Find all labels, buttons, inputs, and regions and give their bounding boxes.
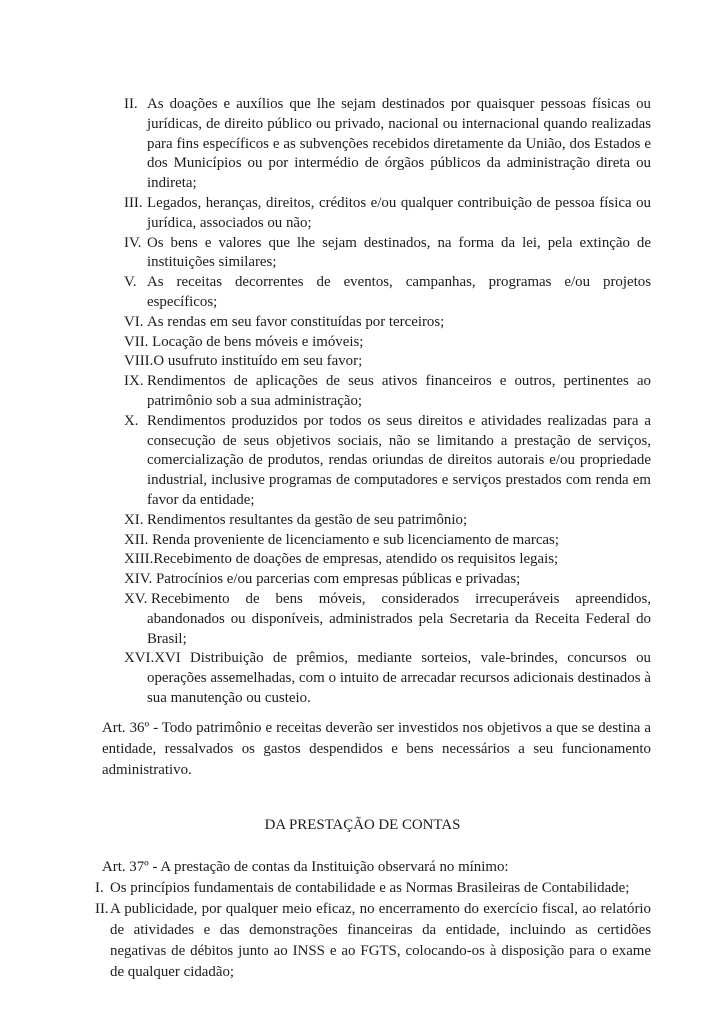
item-text: XVI Distribuição de prêmios, mediante sorteios, vale-brindes, concursos ou operações assemelhadas, com o intuito de arrecadar recursos adicionais destinados à sua manutenção ou custeio. <box>147 650 651 706</box>
item-text: Patrocínios e/ou parcerias com empresas públicas e privadas; <box>156 571 521 588</box>
article-36-paragraph: Art. 36º - Todo patrimônio e receitas deverão ser investidos nos objetivos a que se destina a entidade, ressalvados os gastos despendidos e bens necessários a seu funcionamento administrativo. <box>102 719 651 778</box>
list-item <box>95 899 651 983</box>
item-text: Legados, heranças, direitos, créditos e/ou qualquer contribuição de pessoa física ou jurídica, associados ou não; <box>147 194 651 231</box>
list-item <box>124 372 651 412</box>
list-item <box>124 333 651 353</box>
list-item <box>95 878 651 899</box>
list-item <box>124 531 651 551</box>
item-text: Recebimento de doações de empresas, atendido os requisitos legais; <box>153 551 559 568</box>
secondary-roman-list <box>95 878 651 983</box>
list-item <box>124 95 651 194</box>
list-item <box>124 590 651 649</box>
item-text: As rendas em seu favor constituídas por terceiros; <box>147 313 445 330</box>
list-item <box>124 194 651 234</box>
item-numeral: IV. <box>124 234 142 251</box>
item-text: Rendimentos produzidos por todos os seus direitos e atividades realizadas para a consecução de seus objetivos sociais, não se limitando a prestação de serviços, comercialização de produtos, rendas oriundas de direitos autorais e/ou propriedade industrial, inclusive programas de computadores e serviços prestados com renda em favor da entidade; <box>147 412 651 508</box>
list-item <box>124 412 651 511</box>
list-item <box>124 649 651 708</box>
item-numeral: VIII. <box>124 353 154 370</box>
list-item <box>124 313 651 333</box>
item-numeral: VII. <box>124 333 153 350</box>
item-text: Rendimentos resultantes da gestão de seu patrimônio; <box>147 511 468 528</box>
article-37-paragraph: Art. 37º - A prestação de contas da Instituição observará no mínimo: <box>102 858 509 875</box>
item-numeral: VI. <box>124 313 144 330</box>
item-text: A publicidade, por qualquer meio eficaz, no encerramento do exercício fiscal, ao relatório de atividades e das demonstrações financeiras da entidade, incluindo as certidões negativas de débitos junto ao INSS e ao FGTS, colocando-os à disposição para o exame de qualquer cidadão; <box>110 900 651 980</box>
main-roman-list <box>124 95 651 709</box>
item-text: Renda proveniente de licenciamento e sub licenciamento de marcas; <box>152 531 559 548</box>
item-numeral: II. <box>124 96 138 112</box>
section-heading: DA PRESTAÇÃO DE CONTAS <box>264 816 461 833</box>
list-item <box>124 352 651 372</box>
list-item <box>124 550 651 570</box>
item-numeral: III. <box>124 194 143 211</box>
item-numeral: X. <box>124 412 139 429</box>
item-numeral: XII. <box>124 531 153 548</box>
item-numeral: XI. <box>124 511 144 528</box>
item-numeral: XVI. <box>124 650 155 667</box>
list-item <box>124 511 651 531</box>
item-numeral: V. <box>124 274 137 291</box>
list-item <box>124 273 651 313</box>
item-text: Rendimentos de aplicações de seus ativos financeiros e outros, pertinentes ao patrimônio sob a sua administração; <box>147 373 651 409</box>
item-text: Os princípios fundamentais de contabilidade e as Normas Brasileiras de Contabilidade; <box>110 879 630 896</box>
item-text: O usufruto instituído em seu favor; <box>153 353 363 370</box>
item-numeral: XIV. <box>124 571 156 588</box>
item-text: Os bens e valores que lhe sejam destinados, na forma da lei, pela extinção de instituições similares; <box>147 234 651 271</box>
item-text: As receitas decorrentes de eventos, campanhas, programas e/ou projetos específicos; <box>147 274 651 310</box>
item-numeral: II. <box>95 900 109 917</box>
item-numeral: I. <box>95 879 104 896</box>
list-item <box>124 234 651 274</box>
item-numeral: XIII. <box>124 551 154 568</box>
item-text: Locação de bens móveis e imóveis; <box>152 333 364 350</box>
item-text: Recebimento de bens móveis, considerados irrecuperáveis apreendidos, abandonados ou disponíveis, administrados pela Secretaria da Receita Federal do Brasil; <box>147 590 651 647</box>
item-numeral: XV. <box>124 590 152 607</box>
item-text: As doações e auxílios que lhe sejam destinados por quaisquer pessoas físicas ou jurídicas, de direito público ou privado, nacional ou internacional quando realizadas para fins específicos e as subvenções recebidos diretamente da União, dos Estados e dos Municípios ou por intermédio de órgãos públicos da administração direta ou indireta; <box>147 96 651 192</box>
item-numeral: IX. <box>124 373 144 390</box>
list-item <box>124 570 651 590</box>
